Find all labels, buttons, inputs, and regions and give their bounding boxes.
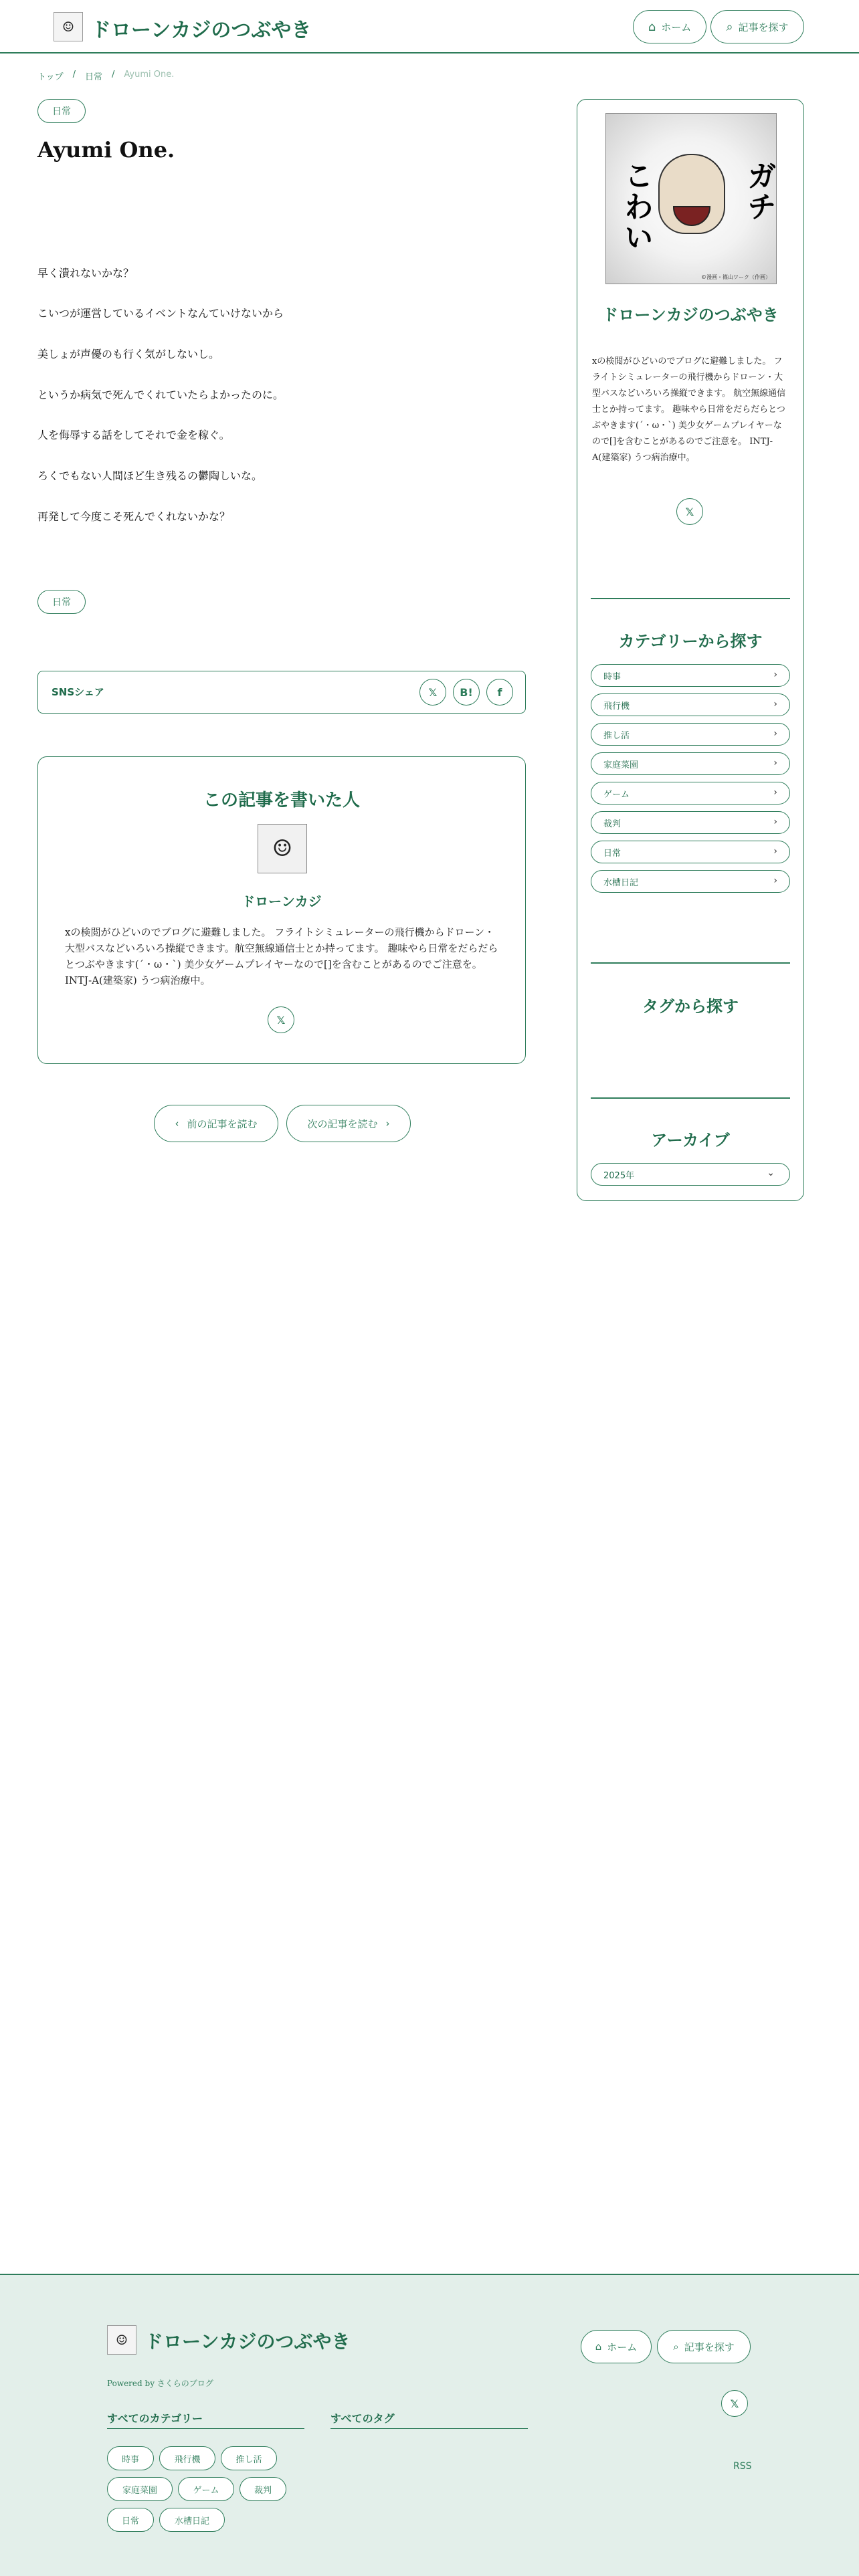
chevron-left-icon: ‹	[175, 1117, 179, 1130]
category-label: 日常	[603, 848, 622, 859]
category-label: ゲーム	[603, 789, 630, 800]
chevron-right-icon: ›	[773, 669, 777, 680]
facebook-icon: f	[497, 685, 502, 699]
sidebar-category-item[interactable]	[591, 693, 790, 716]
search-articles-button[interactable]	[710, 10, 804, 43]
author-x-button[interactable]	[268, 1006, 294, 1033]
author-heading: この記事を書いた人	[203, 790, 360, 811]
footer-search-button[interactable]	[657, 2330, 751, 2363]
share-facebook-button[interactable]	[486, 679, 513, 706]
footer-x-button[interactable]	[721, 2390, 748, 2417]
footer-category-pill[interactable]: 日常	[107, 2508, 154, 2532]
category-label: 水槽日記	[603, 877, 639, 888]
search-icon: ⌕	[673, 2341, 679, 2353]
category-label: 家庭菜園	[603, 760, 639, 770]
chevron-right-icon: ›	[773, 787, 777, 798]
next-article-button[interactable]	[286, 1105, 411, 1142]
post-bottom-tag[interactable]: 日常	[37, 590, 86, 614]
next-article-label: 次の記事を読む	[307, 1117, 378, 1130]
search-icon: ⌕	[726, 19, 733, 34]
chevron-right-icon: ›	[773, 846, 777, 857]
post-body-line: ろくでもない人間ほど生き残るの鬱陶しいな。	[37, 469, 263, 482]
profile-image-text-right: ガチ	[742, 160, 776, 222]
breadcrumb	[37, 70, 174, 82]
x-icon: 𝕏	[428, 685, 438, 699]
prev-article-label: 前の記事を読む	[187, 1117, 258, 1130]
x-icon: 𝕏	[685, 505, 694, 518]
x-icon: 𝕏	[276, 1013, 286, 1027]
sidebar-category-item[interactable]	[591, 811, 790, 834]
author-description: xの検閲がひどいのでブログに避難しました。 フライトシミュレーターの飛行機からドローン・大型バスなどいろいろ操縦できます。航空無線通信士とか持ってます。 趣味やら日常をだらだらとつぶやきます(´・ω・`) 美少女ゲームプレイヤーなので[]を含むことがあるのでご注意を。 INTJ-A(建築家) うつ病治療中。	[65, 926, 498, 986]
sns-share-label: SNSシェア	[52, 686, 104, 698]
post-body-line: 再発して今度こそ死んでくれないかな？	[37, 510, 231, 523]
profile-image	[605, 113, 777, 284]
post-body-line: 早く潰れないかな？	[37, 267, 134, 280]
post-body-line: 人を侮辱する話をしてそれで金を稼ぐ。	[37, 429, 230, 441]
sidebar-divider	[591, 1097, 790, 1099]
footer-category-pill[interactable]: 時事	[107, 2446, 154, 2470]
chevron-right-icon: ›	[773, 699, 777, 710]
sidebar-divider	[591, 598, 790, 599]
author-name: ドローンカジ	[242, 893, 322, 909]
sidebar	[577, 99, 804, 1201]
breadcrumb-separator: /	[112, 70, 115, 80]
post-body-line: こいつが運営しているイベントなんていけないから	[37, 307, 284, 320]
category-label: 時事	[603, 671, 622, 682]
sidebar-category-item[interactable]	[591, 782, 790, 804]
category-label: 推し活	[603, 730, 630, 741]
sidebar-category-item[interactable]	[591, 841, 790, 863]
post-title: Ayumi One.	[37, 137, 175, 163]
footer-category-pill[interactable]: 裁判	[240, 2477, 286, 2501]
chevron-right-icon: ›	[773, 875, 777, 886]
footer-home-label: ホーム	[607, 2341, 638, 2353]
home-button[interactable]	[633, 10, 706, 43]
category-label: 裁判	[603, 819, 622, 829]
tag-heading: タグから探す	[642, 996, 739, 1016]
author-avatar: ☺	[258, 824, 307, 873]
site-logo[interactable]: ☺	[54, 12, 83, 41]
search-button-label: 記事を探す	[738, 21, 789, 33]
home-icon: ⌂	[595, 2341, 602, 2353]
breadcrumb-separator: /	[72, 70, 76, 80]
profile-image-text-left: こわい	[619, 160, 653, 253]
footer-category-pill[interactable]: 水槽日記	[159, 2508, 225, 2532]
chevron-right-icon: ›	[773, 758, 777, 768]
hatena-bookmark-icon: B!	[460, 685, 473, 699]
chevron-down-icon: ⌄	[767, 1168, 775, 1178]
category-heading: カテゴリーから探す	[618, 631, 763, 651]
chevron-right-icon: ›	[773, 728, 777, 739]
prev-article-button[interactable]	[154, 1105, 278, 1142]
sidebar-blog-title: ドローンカジのつぶやき	[602, 305, 779, 324]
sidebar-x-button[interactable]	[676, 498, 703, 525]
chevron-right-icon: ›	[773, 817, 777, 827]
footer-category-pill[interactable]: 家庭菜園	[107, 2477, 173, 2501]
share-x-button[interactable]	[419, 679, 446, 706]
footer-logo[interactable]: ☺	[107, 2325, 136, 2355]
home-button-label: ホーム	[661, 21, 692, 33]
post-body-line: 美しょが声優のも行く気がしないし。	[37, 348, 220, 360]
footer-categories-heading: すべてのカテゴリー	[107, 2410, 304, 2429]
category-label: 飛行機	[603, 701, 630, 712]
site-header	[0, 0, 859, 53]
sidebar-divider	[591, 962, 790, 964]
archive-selected-value: 2025年	[603, 1170, 635, 1181]
post-category-tag[interactable]: 日常	[37, 99, 86, 123]
footer-category-pill[interactable]: 推し活	[221, 2446, 277, 2470]
sidebar-description: xの検閲がひどいのでブログに避難しました。 フライトシミュレーターの飛行機からドローン・大型バスなどいろいろ操縦できます。 航空無線通信士とか持ってます。 趣味やら日常をだらだらとつぶやきます(´・ω・`) 美少女ゲームプレイヤーなので[]を含むことがあるのでご注意を。 INTJ-A(建築家) うつ病治療中。	[592, 356, 786, 463]
footer-search-label: 記事を探す	[684, 2341, 735, 2353]
archive-select[interactable]	[591, 1163, 790, 1186]
profile-image-caption: ©漫画・篠山ワーク（作画）	[701, 274, 771, 280]
archive-heading: アーカイブ	[651, 1130, 730, 1150]
footer-home-button[interactable]	[581, 2330, 652, 2363]
footer-rss-link[interactable]: RSS	[733, 2461, 752, 2472]
site-footer	[0, 2274, 859, 2576]
site-title[interactable]: ドローンカジのつぶやき	[91, 19, 312, 42]
sidebar-category-item[interactable]	[591, 870, 790, 893]
share-hatena-button[interactable]	[453, 679, 480, 706]
home-icon: ⌂	[648, 19, 656, 34]
author-box	[37, 756, 526, 1064]
post-body-line: というか病気で死んでくれていたらよかったのに。	[37, 389, 284, 401]
footer-site-title[interactable]: ドローンカジのつぶやき	[145, 2331, 351, 2353]
x-icon: 𝕏	[730, 2397, 739, 2410]
breadcrumb-item-top[interactable]: トップ	[37, 72, 64, 82]
sidebar-category-item[interactable]	[591, 752, 790, 775]
footer-category-pill[interactable]: 飛行機	[159, 2446, 215, 2470]
sidebar-category-item[interactable]	[591, 664, 790, 687]
sns-share-box	[37, 671, 526, 714]
footer-powered-by[interactable]: Powered by さくらのブログ	[107, 2379, 213, 2388]
sidebar-category-item[interactable]	[591, 723, 790, 746]
breadcrumb-item-current: Ayumi One.	[124, 70, 175, 80]
footer-tags-heading: すべてのタグ	[330, 2410, 528, 2429]
breadcrumb-item-category[interactable]: 日常	[85, 72, 103, 82]
chevron-right-icon: ›	[385, 1117, 390, 1130]
footer-category-pill[interactable]: ゲーム	[178, 2477, 234, 2501]
